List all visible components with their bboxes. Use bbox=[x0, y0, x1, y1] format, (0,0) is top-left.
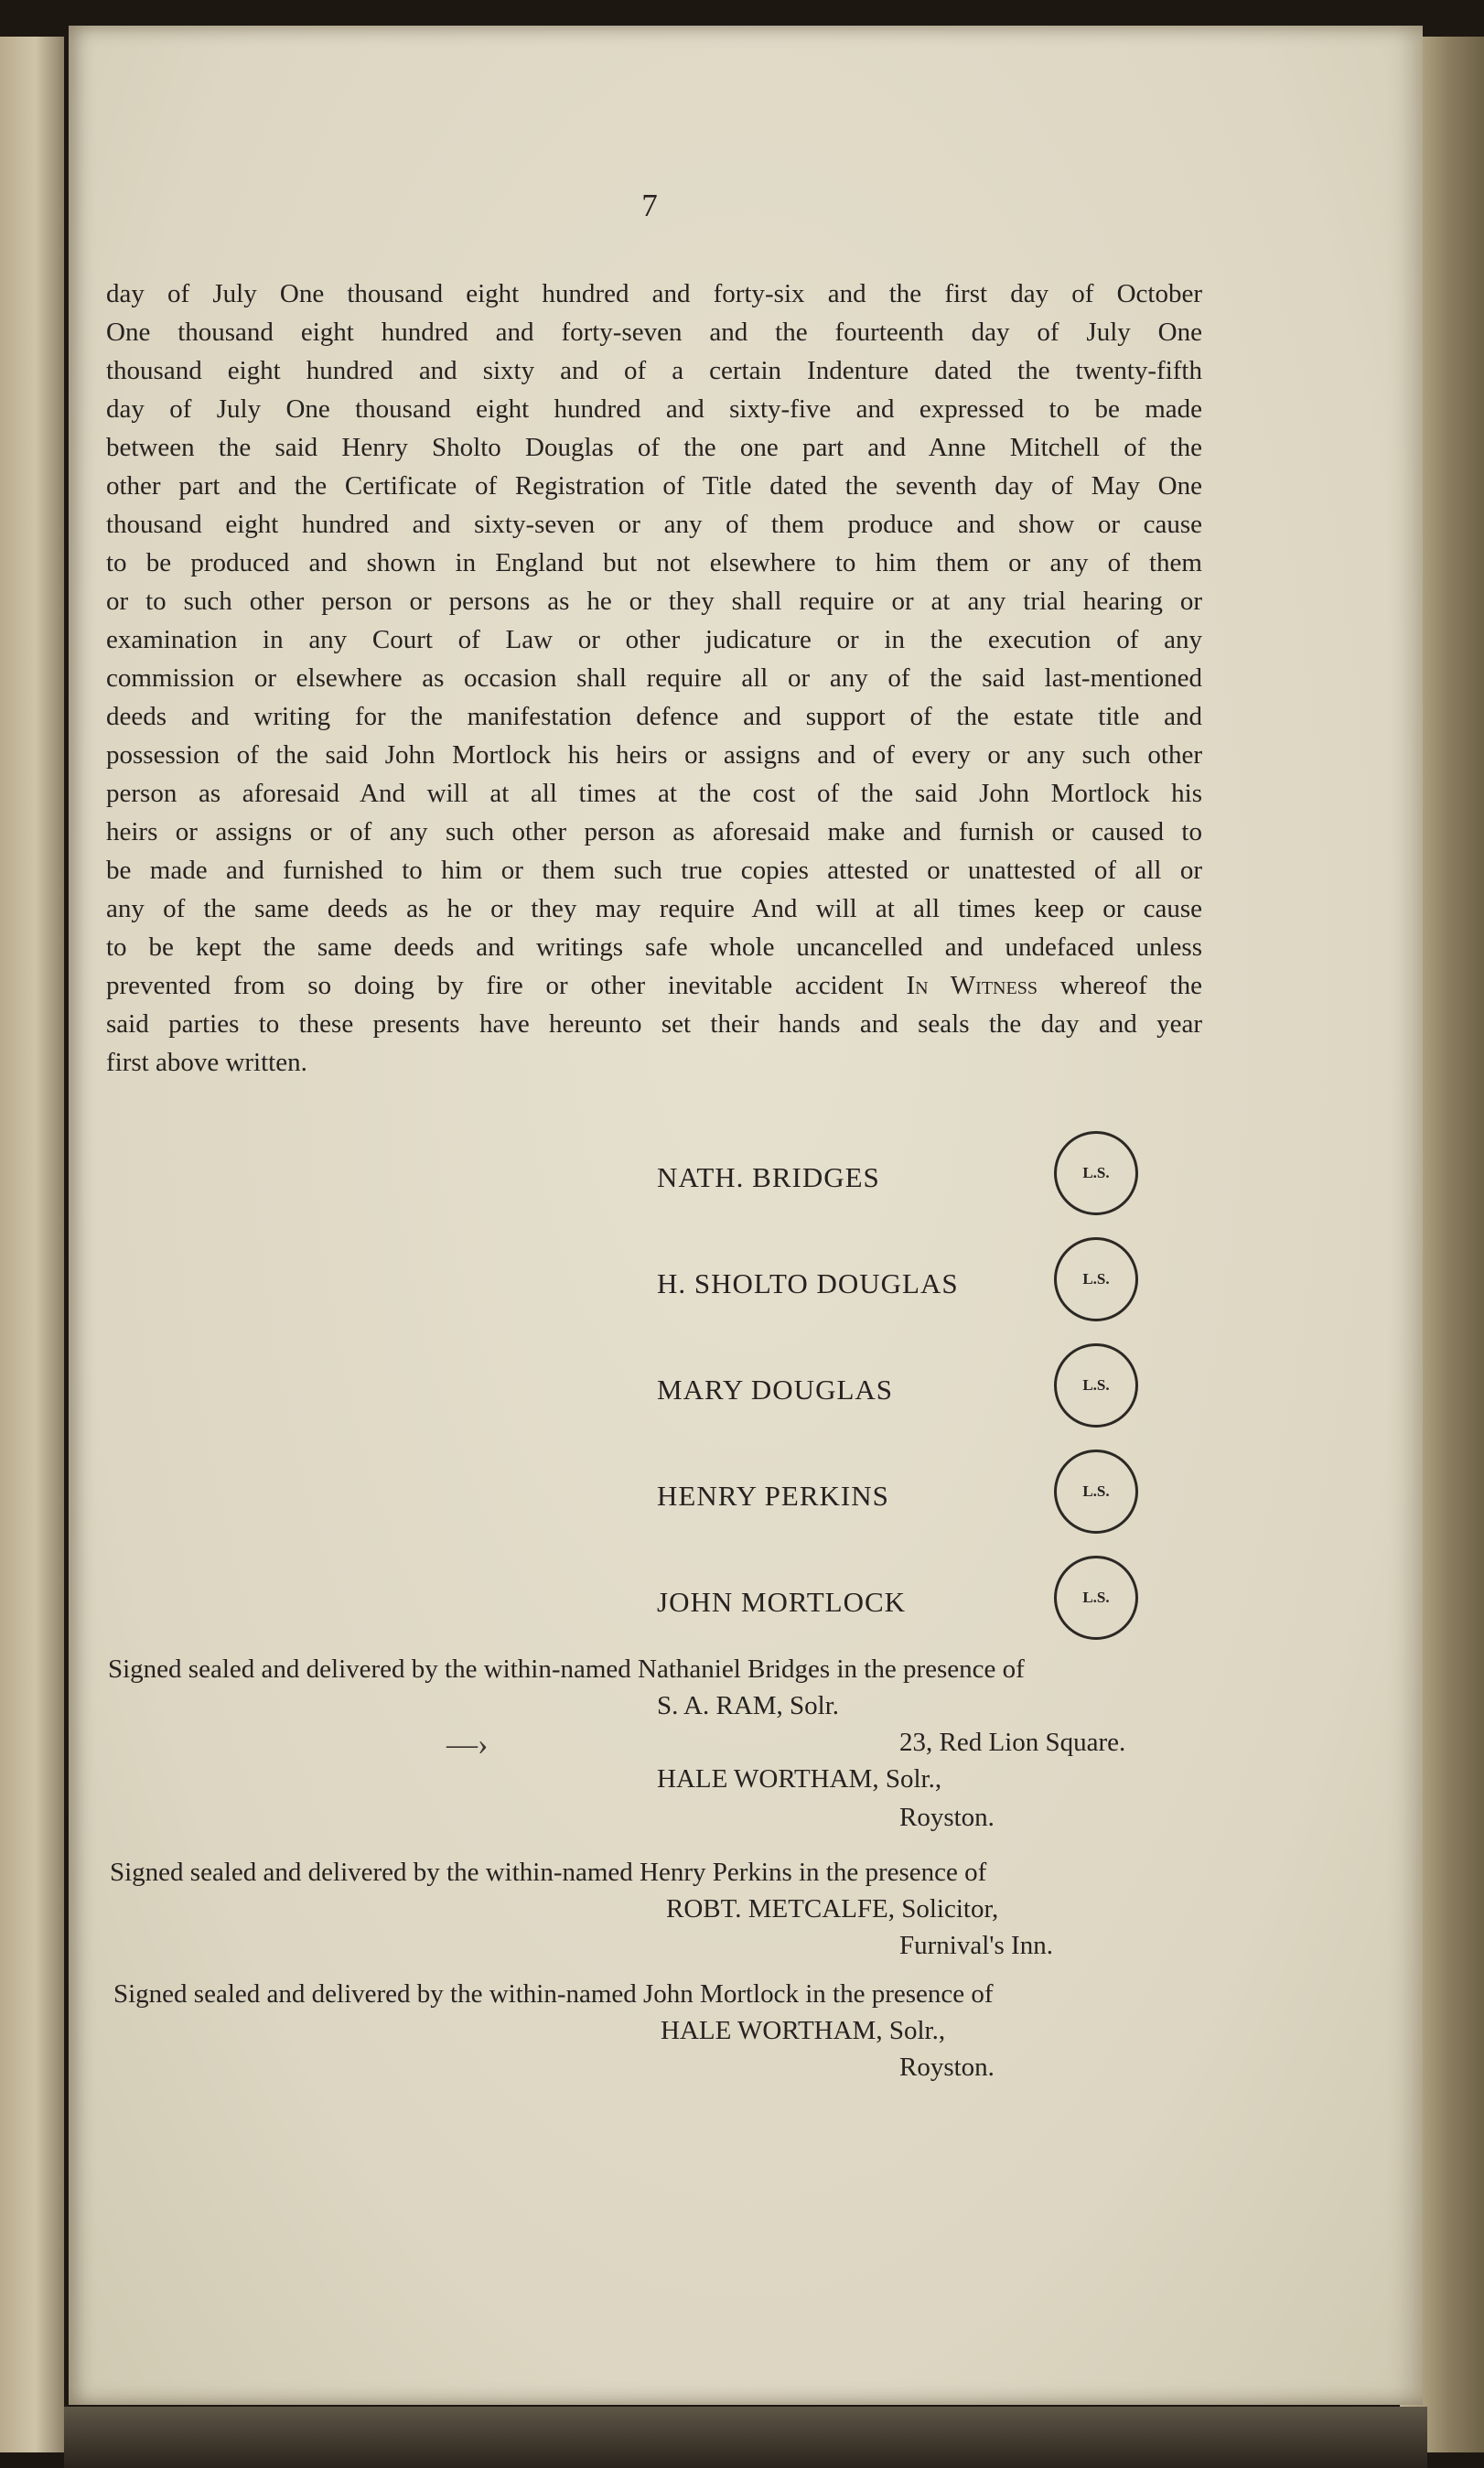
signature-row-mortlock bbox=[657, 1556, 1169, 1647]
witness-address: Royston. bbox=[899, 2053, 995, 2082]
attestation-intro-bridges: Signed sealed and delivered by the within-named Nathaniel Bridges in the presence of bbox=[108, 1654, 1025, 1684]
signatory-name: JOHN MORTLOCK bbox=[657, 1586, 907, 1618]
signatory-name: MARY DOUGLAS bbox=[657, 1374, 894, 1406]
witness-address: 23, Red Lion Square. bbox=[899, 1728, 1126, 1757]
body-text bbox=[106, 275, 1202, 1082]
witness-name: HALE WORTHAM, Solr., bbox=[661, 2016, 946, 2045]
body-line: thousand eight hundred and sixty and of a certain Indenture dated the twenty-fifth bbox=[106, 356, 1202, 385]
page-number: 7 bbox=[641, 188, 658, 223]
ls-seal-circle: L.S. bbox=[1054, 1556, 1138, 1640]
ls-seal-circle: L.S. bbox=[1054, 1131, 1138, 1215]
body-line: heirs or assigns or of any such other person as aforesaid make and furnish or caused to bbox=[106, 817, 1202, 846]
signature-row-mary-douglas bbox=[657, 1343, 1169, 1435]
signature-row-bridges bbox=[657, 1131, 1169, 1223]
signatory-name: HENRY PERKINS bbox=[657, 1480, 889, 1512]
previous-page-edge bbox=[0, 37, 64, 2452]
body-line-witness bbox=[106, 966, 1202, 1005]
signature-row-perkins bbox=[657, 1450, 1169, 1541]
body-line: to be produced and shown in England but not elsewhere to him them or any of them bbox=[106, 548, 1202, 577]
binding-shadow bbox=[64, 2407, 1427, 2468]
attestation-intro-mortlock: Signed sealed and delivered by the within-named John Mortlock in the presence of bbox=[113, 1979, 994, 2009]
body-line: thousand eight hundred and sixty-seven or any of them produce and show or cause bbox=[106, 510, 1202, 539]
ls-seal-circle: L.S. bbox=[1054, 1237, 1138, 1321]
attestation-intro-perkins: Signed sealed and delivered by the within-named Henry Perkins in the presence of bbox=[110, 1858, 987, 1887]
body-line: possession of the said John Mortlock his heirs or assigns and of every or any such other bbox=[106, 740, 1202, 770]
in-witness-smallcaps: In Witness bbox=[906, 971, 1038, 1000]
body-line: to be kept the same deeds and writings safe whole uncancelled and undefaced unless bbox=[106, 932, 1202, 962]
body-line: person as aforesaid And will at all times at the cost of the said John Mortlock his bbox=[106, 779, 1202, 808]
body-line: or to such other person or persons as he or they shall require or at any trial hearing or bbox=[106, 587, 1202, 616]
arrow-mark-icon: —› bbox=[446, 1728, 489, 1762]
body-line: other part and the Certificate of Registration of Title dated the seventh day of May One bbox=[106, 471, 1202, 501]
witness-name: HALE WORTHAM, Solr., bbox=[657, 1764, 942, 1794]
body-line: between the said Henry Sholto Douglas of the one part and Anne Mitchell of the bbox=[106, 433, 1202, 462]
signature-row-sholto-douglas bbox=[657, 1237, 1169, 1329]
witness-name: ROBT. METCALFE, Solicitor, bbox=[666, 1894, 999, 1924]
body-line: deeds and writing for the manifestation defence and support of the estate title and bbox=[106, 702, 1202, 731]
body-line: be made and furnished to him or them such true copies attested or unattested of all or bbox=[106, 856, 1202, 885]
signatory-name: NATH. BRIDGES bbox=[657, 1161, 880, 1193]
body-line: said parties to these presents have hereunto set their hands and seals the day and year bbox=[106, 1009, 1202, 1039]
witness-suffix: whereof the bbox=[1037, 971, 1202, 1000]
body-line: One thousand eight hundred and forty-seven and the fourteenth day of July One bbox=[106, 318, 1202, 347]
body-line-final: first above written. bbox=[106, 1048, 307, 1077]
body-line: day of July One thousand eight hundred and forty-six and the first day of October bbox=[106, 279, 1202, 308]
witness-address: Royston. bbox=[899, 1803, 995, 1832]
ls-seal-circle: L.S. bbox=[1054, 1343, 1138, 1428]
witness-prefix: prevented from so doing by fire or other inevitable accident bbox=[106, 971, 907, 1000]
ls-seal-circle: L.S. bbox=[1054, 1450, 1138, 1534]
body-line: examination in any Court of Law or other judicature or in the execution of any bbox=[106, 625, 1202, 654]
witness-name: S. A. RAM, Solr. bbox=[657, 1691, 840, 1720]
signatory-name: H. SHOLTO DOUGLAS bbox=[657, 1267, 959, 1299]
body-line: any of the same deeds as he or they may require And will at all times keep or cause bbox=[106, 894, 1202, 923]
body-line: day of July One thousand eight hundred and sixty-five and expressed to be made bbox=[106, 394, 1202, 424]
witness-address: Furnival's Inn. bbox=[899, 1931, 1053, 1960]
body-line: commission or elsewhere as occasion shall require all or any of the said last-mentioned bbox=[106, 663, 1202, 693]
